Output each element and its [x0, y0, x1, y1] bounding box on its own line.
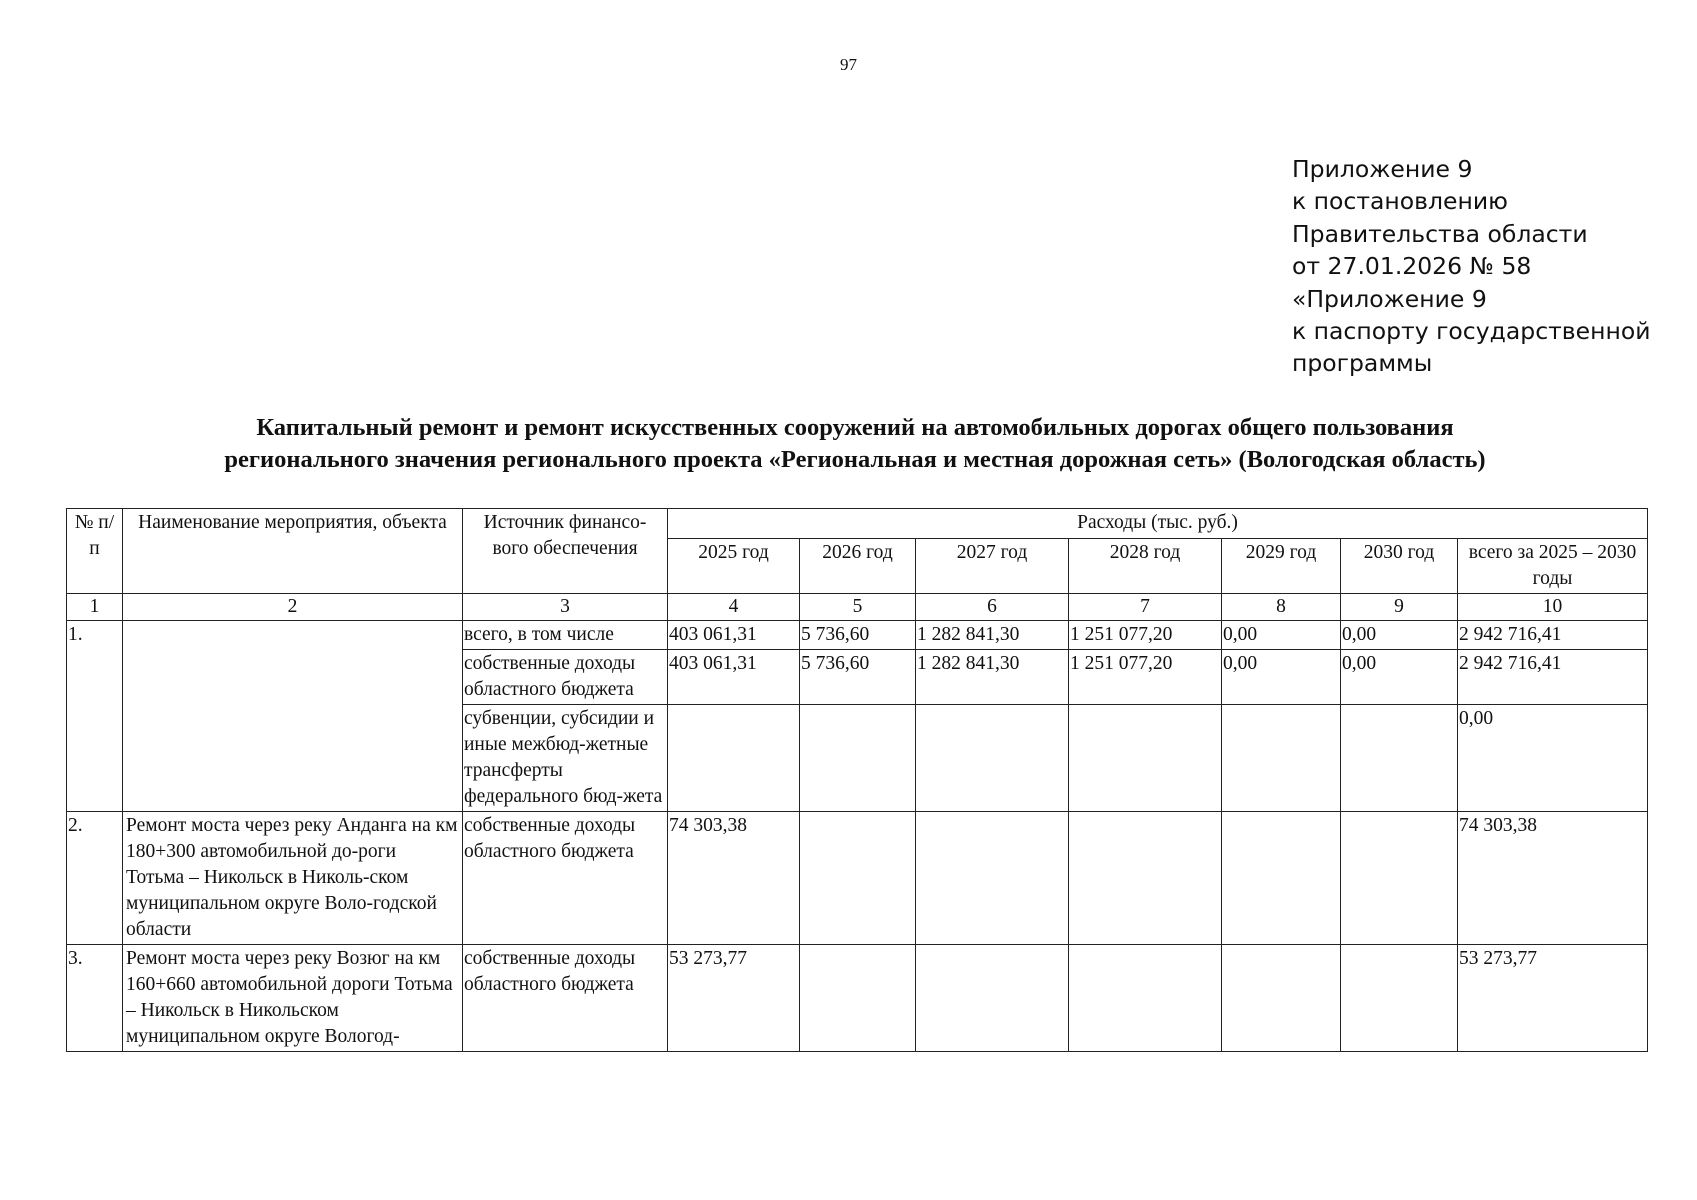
column-number-row [67, 594, 1648, 621]
row-name [123, 621, 463, 812]
value-cell [668, 705, 800, 812]
column-number: 8 [1222, 594, 1341, 621]
document-title [90, 412, 1620, 476]
table-row [67, 945, 1648, 1052]
value-cell: 1 251 077,20 [1069, 650, 1222, 705]
value-cell [800, 812, 916, 945]
header-year: 2026 год [800, 539, 916, 594]
value-cell: 403 061,31 [668, 621, 800, 650]
value-cell [1341, 705, 1458, 812]
header-year: 2028 год [1069, 539, 1222, 594]
value-cell: 0,00 [1458, 705, 1648, 812]
value-cell [916, 945, 1069, 1052]
appendix-line: к постановлению [1292, 187, 1508, 216]
header-year: 2025 год [668, 539, 800, 594]
value-cell: 53 273,77 [668, 945, 800, 1052]
value-cell [1341, 945, 1458, 1052]
row-source: собственные доходы областного бюджета [463, 945, 668, 1052]
page-number: 97 [840, 55, 857, 74]
value-cell [800, 945, 916, 1052]
appendix-line: от 27.01.2026 № 58 [1292, 252, 1532, 281]
value-cell: 5 736,60 [800, 650, 916, 705]
row-name: Ремонт моста через реку Возюг на км 160+660 автомобильной дороги Тотьма – Никольск в Никольском муниципальном округе Вологод- [123, 945, 463, 1052]
header-year: 2030 год [1341, 539, 1458, 594]
row-source: собственные доходы областного бюджета [463, 812, 668, 945]
value-cell: 53 273,77 [1458, 945, 1648, 1052]
header-name: Наименование мероприятия, объекта [123, 509, 463, 594]
column-number: 7 [1069, 594, 1222, 621]
value-cell: 0,00 [1341, 621, 1458, 650]
row-source: собственные доходы областного бюджета [463, 650, 668, 705]
row-num: 1. [67, 621, 123, 812]
column-number: 4 [668, 594, 800, 621]
value-cell: 74 303,38 [668, 812, 800, 945]
appendix-line: Правительства области [1292, 219, 1588, 248]
value-cell: 403 061,31 [668, 650, 800, 705]
header-expenses: Расходы (тыс. руб.) [668, 509, 1648, 539]
value-cell [1069, 812, 1222, 945]
value-cell: 0,00 [1341, 650, 1458, 705]
title-line: регионального значения регионального проекта «Региональная и местная дорожная сеть» (Вологодская область) [224, 446, 1486, 473]
row-source: всего, в том числе [463, 621, 668, 650]
appendix-line: «Приложение 9 [1292, 284, 1487, 313]
row-num: 2. [67, 812, 123, 945]
header-source: Источник финансо-вого обеспечения [463, 509, 668, 594]
column-number: 5 [800, 594, 916, 621]
value-cell [916, 705, 1069, 812]
value-cell [1069, 945, 1222, 1052]
header-row [67, 509, 1648, 539]
header-year: 2027 год [916, 539, 1069, 594]
value-cell [1222, 705, 1341, 812]
table-body [67, 509, 1648, 1052]
column-number: 10 [1458, 594, 1648, 621]
value-cell: 1 282 841,30 [916, 650, 1069, 705]
header-year: 2029 год [1222, 539, 1341, 594]
column-number: 6 [916, 594, 1069, 621]
value-cell: 2 942 716,41 [1458, 650, 1648, 705]
value-cell: 0,00 [1222, 621, 1341, 650]
value-cell: 1 282 841,30 [916, 621, 1069, 650]
value-cell [1341, 812, 1458, 945]
row-num: 3. [67, 945, 123, 1052]
header-total: всего за 2025 – 2030 годы [1458, 539, 1648, 594]
table-row [67, 621, 1648, 650]
value-cell: 1 251 077,20 [1069, 621, 1222, 650]
value-cell [1222, 812, 1341, 945]
row-name: Ремонт моста через реку Анданга на км 180+300 автомобильной до-роги Тотьма – Никольск в Николь-ском муниципальном округе Воло-годской области [123, 812, 463, 945]
column-number: 1 [67, 594, 123, 621]
value-cell [1069, 705, 1222, 812]
value-cell [916, 812, 1069, 945]
table-row [67, 812, 1648, 945]
expenses-table [66, 508, 1648, 1052]
appendix-line: Приложение 9 [1292, 155, 1473, 183]
header-num: № п/п [67, 509, 123, 594]
value-cell: 2 942 716,41 [1458, 621, 1648, 650]
title-line: Капитальный ремонт и ремонт искусственных сооружений на автомобильных дорогах общего пользования [256, 414, 1454, 441]
appendix-line: к паспорту государственной [1292, 317, 1651, 346]
value-cell: 74 303,38 [1458, 812, 1648, 945]
column-number: 2 [123, 594, 463, 621]
value-cell: 5 736,60 [800, 621, 916, 650]
appendix-note [1292, 153, 1651, 380]
column-number: 3 [463, 594, 668, 621]
value-cell [800, 705, 916, 812]
value-cell [1222, 945, 1341, 1052]
appendix-line: программы [1292, 349, 1433, 378]
row-source: субвенции, субсидии и иные межбюд-жетные трансферты федерального бюд-жета [463, 705, 668, 812]
column-number: 9 [1341, 594, 1458, 621]
value-cell: 0,00 [1222, 650, 1341, 705]
